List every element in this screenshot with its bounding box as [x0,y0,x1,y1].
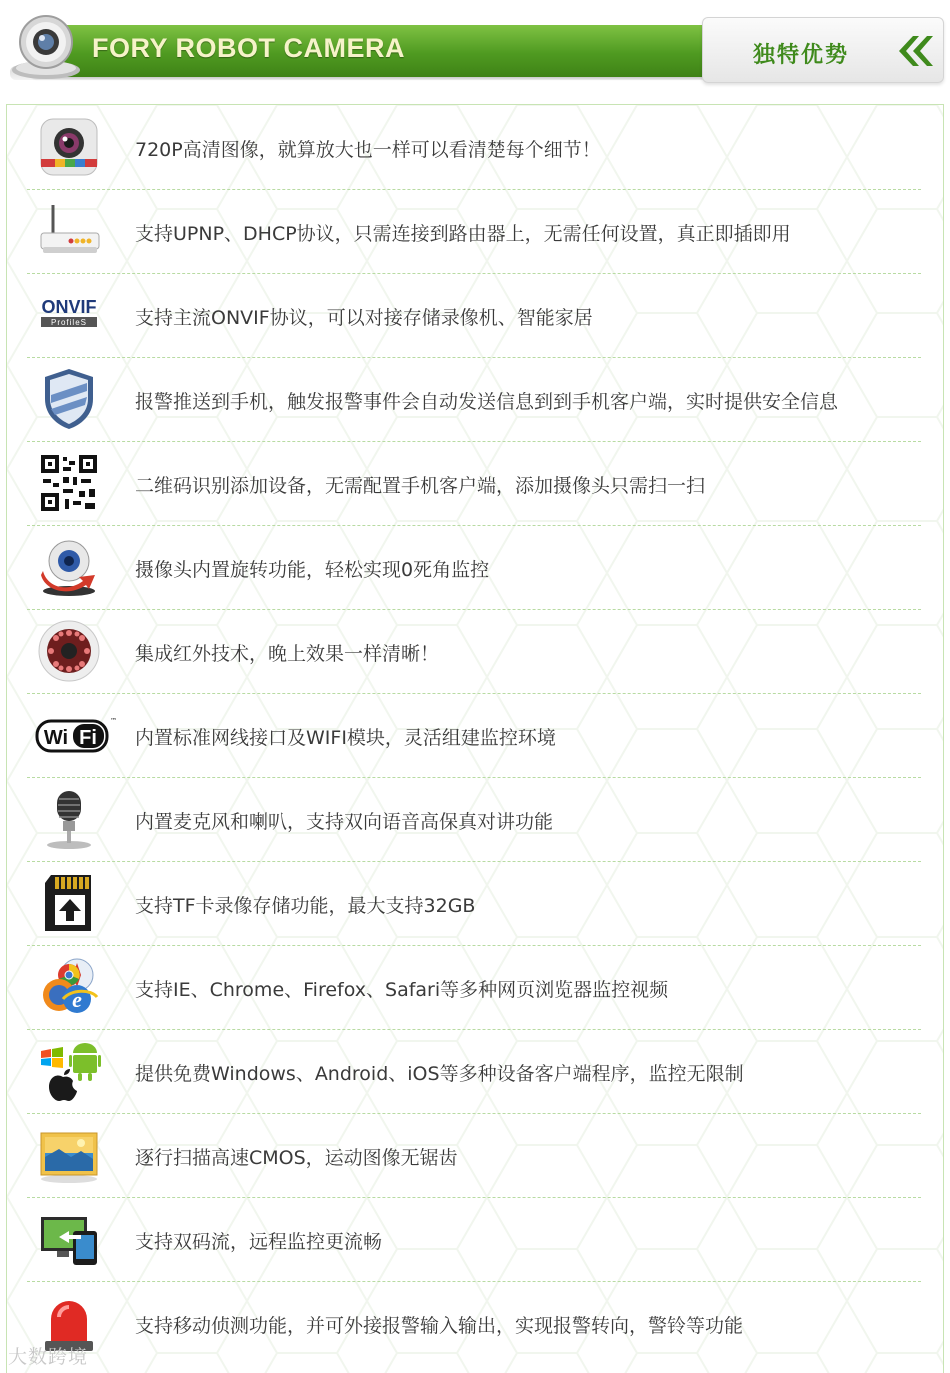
wifi-logo-text-a: Wi [43,727,69,749]
feature-row-wifi [27,693,921,778]
onvif-logo-text: ONVIF [41,297,97,317]
feature-row-tf-card [27,861,921,946]
feature-row-motion-detect [27,1281,921,1365]
feature-text: 支持IE、Chrome、Firefox、Safari等多种网页浏览器监控视频 [135,979,669,1001]
feature-text: 逐行扫描高速CMOS，运动图像无锯齿 [135,1147,458,1169]
browsers-icon [37,955,101,1019]
feature-text: 720P高清图像，就算放大也一样可以看清楚每个细节！ [135,139,601,161]
feature-row-hd [27,105,921,190]
wifi-trademark: ™ [110,717,117,725]
page-header [0,0,950,92]
feature-row-audio [27,777,921,862]
feature-row-platforms [27,1029,921,1114]
feature-row-onvif [27,273,921,358]
feature-row-upnp [27,189,921,274]
feature-text: 提供免费Windows、Android、iOS等多种设备客户端程序，监控无限制 [135,1063,744,1085]
onvif-logo-subtext: ProfileS [50,318,88,327]
feature-row-browsers [27,945,921,1030]
infrared-led-icon [37,619,101,683]
apple-icon [49,1069,77,1101]
feature-text: 支持UPNP、DHCP协议，只需连接到路由器上，无需任何设置，真正即插即用 [135,223,791,245]
microphone-icon [37,787,101,851]
watermark: 大数跨境 [8,1346,89,1368]
double-chevron-left-icon [895,32,935,70]
feature-row-dual-stream [27,1197,921,1282]
onvif-logo-icon [37,283,101,347]
feature-text: 支持移动侦测功能，并可外接报警输入输出，实现报警转向，警铃等功能 [135,1315,744,1337]
feature-text: 支持主流ONVIF协议，可以对接存储录像机、智能家居 [135,307,593,329]
feature-text: 支持双码流，远程监控更流畅 [135,1231,383,1253]
windows-icon [41,1047,63,1068]
feature-text: 报警推送到手机，触发报警事件会自动发送信息到到手机客户端，实时提供安全信息 [135,391,839,413]
feature-row-cmos [27,1113,921,1198]
feature-row-rotation [27,525,921,610]
dual-screen-icon [37,1207,101,1271]
feature-text: 支持TF卡录像存储功能，最大支持32GB [135,895,476,917]
wifi-logo-text-b: Fi [79,727,97,749]
feature-row-alarm-push [27,357,921,442]
rotating-camera-icon [37,535,101,599]
feature-row-qr [27,441,921,526]
webcam-logo-icon [6,12,86,80]
qr-code-icon [37,451,101,515]
feature-text: 集成红外技术，晚上效果一样清晰！ [135,643,440,665]
feature-row-infrared [27,609,921,694]
feature-text: 二维码识别添加设备，无需配置手机客户端，添加摄像头只需扫一扫 [135,475,706,497]
advantages-tab[interactable] [702,17,944,83]
features-panel [6,104,944,1373]
android-icon [69,1043,101,1081]
advantages-tab-label: 独特优势 [753,43,850,68]
image-photo-icon [37,1123,101,1187]
sd-card-icon [37,871,101,935]
wifi-logo-icon [35,703,115,767]
camera-app-icon [37,115,101,179]
feature-text: 摄像头内置旋转功能，轻松实现0死角监控 [135,559,490,581]
security-shield-icon [37,367,101,431]
svg-text:e: e [72,987,82,1012]
feature-text: 内置标准网线接口及WIFI模块，灵活组建监控环境 [135,727,556,749]
router-icon [37,199,101,263]
brand-title: FORY ROBOT CAMERA [92,33,406,63]
feature-text: 内置麦克风和喇叭，支持双向语音高保真对讲功能 [135,811,554,833]
platforms-icon [37,1039,101,1103]
